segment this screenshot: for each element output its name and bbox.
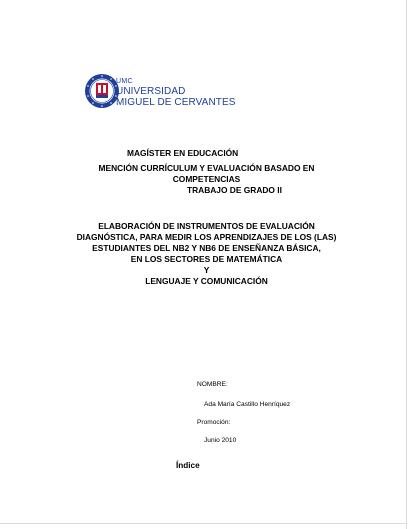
thesis-title-line-5: Y xyxy=(203,265,210,275)
thesis-title-line-6: LENGUAJE Y COMUNICACIÓN xyxy=(145,276,268,286)
university-seal-icon xyxy=(84,73,120,109)
thesis-title-line-4: EN LOS SECTORES DE MATEMÁTICA xyxy=(130,254,283,264)
logo-line-2: MIGUEL DE CERVANTES xyxy=(116,97,236,108)
name-label: NOMBRE: xyxy=(197,381,228,388)
work-title: TRABAJO DE GRADO II xyxy=(187,185,282,195)
thesis-title-line-3: ESTUDIANTES DEL NB2 Y NB6 DE ENSEÑANZA BÁSICA, xyxy=(92,243,321,253)
mention-line-1: MENCIÓN CURRÍCULUM Y EVALUACIÓN BASADO EN xyxy=(98,163,315,173)
university-logo xyxy=(84,73,236,113)
university-wordmark xyxy=(116,78,236,109)
author-name: Ada María Castillo Henríquez xyxy=(204,401,291,408)
logo-line-1: UNIVERSIDAD xyxy=(116,86,186,97)
thesis-title-line-2: DIAGNÓSTICA, PARA MEDIR LOS APRENDIZAJES DE LOS (LAS) xyxy=(76,232,337,242)
logo-abbr: UMC xyxy=(116,78,133,85)
page-edge-right xyxy=(406,0,407,529)
mention-line-2: COMPETENCIAS xyxy=(172,174,241,184)
thesis-title-line-1: ELABORACIÓN DE INSTRUMENTOS DE EVALUACIÓN xyxy=(98,221,315,231)
program-name: MAGÍSTER EN EDUCACIÓN xyxy=(127,148,239,158)
page-edge-bottom xyxy=(0,523,407,524)
index-heading: Índice xyxy=(176,461,200,470)
promotion-label: Promoción: xyxy=(197,419,231,426)
promotion-date: Junio 2010 xyxy=(204,437,237,444)
